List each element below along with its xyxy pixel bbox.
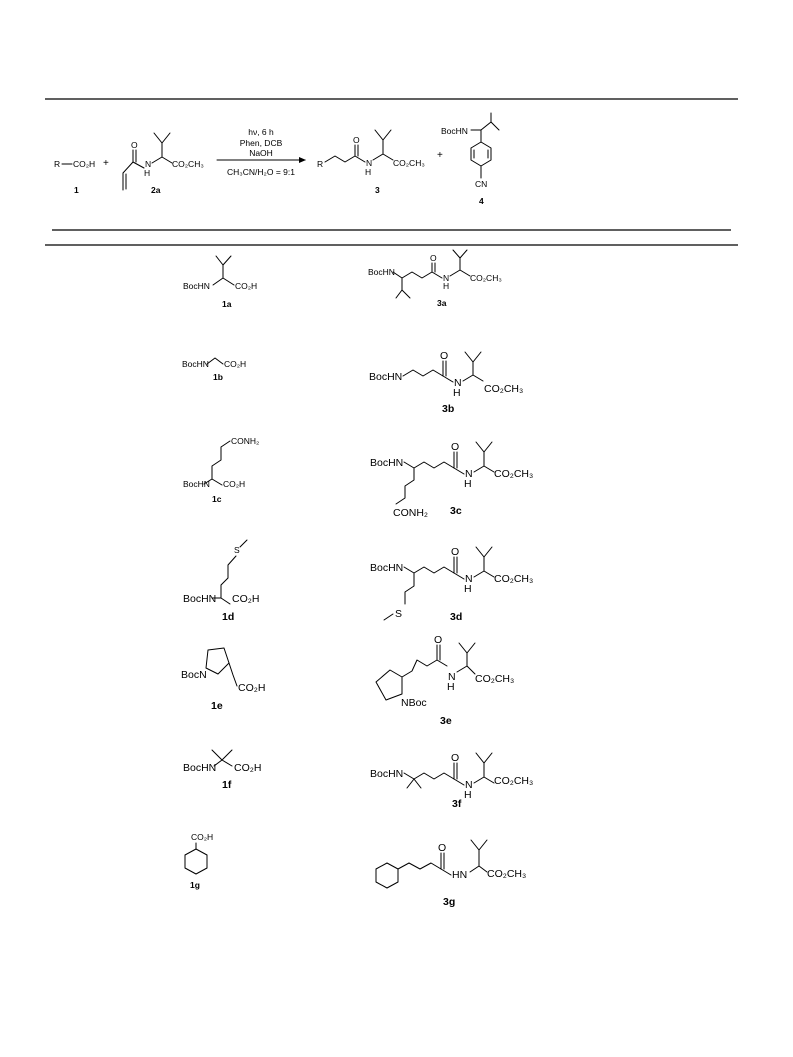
svg-text:O: O — [451, 752, 460, 764]
product-3e — [376, 634, 514, 727]
substrate-1a — [183, 256, 257, 309]
svg-text:BocHN: BocHN — [183, 281, 210, 291]
substrate-1c — [183, 436, 259, 504]
svg-text:CO₂H: CO₂H — [73, 159, 96, 169]
svg-text:CO₂H: CO₂H — [223, 479, 246, 489]
svg-text:N: N — [145, 159, 152, 169]
svg-text:H: H — [365, 167, 372, 177]
svg-text:BocHN: BocHN — [441, 126, 468, 136]
svg-text:CO₂CH₃: CO₂CH₃ — [470, 273, 502, 283]
svg-text:N: N — [465, 779, 473, 791]
svg-text:1e: 1e — [211, 700, 223, 712]
svg-text:1f: 1f — [222, 779, 232, 791]
svg-text:H: H — [443, 281, 450, 291]
svg-text:1d: 1d — [222, 611, 235, 623]
svg-text:3g: 3g — [443, 896, 456, 908]
product-3g — [376, 840, 526, 908]
scheme-reactant-1 — [54, 159, 95, 195]
compound-number-4: 4 — [479, 196, 484, 206]
svg-text:3e: 3e — [440, 715, 452, 727]
svg-text:N: N — [448, 671, 456, 683]
svg-text:CO₂CH₃: CO₂CH₃ — [475, 673, 515, 685]
svg-text:CO₂CH₃: CO₂CH₃ — [487, 868, 527, 880]
svg-text:O: O — [440, 350, 449, 362]
svg-text:BocHN: BocHN — [183, 479, 210, 489]
svg-text:CO₂CH₃: CO₂CH₃ — [393, 158, 425, 168]
svg-text:NBoc: NBoc — [401, 697, 427, 709]
svg-text:BocHN: BocHN — [182, 359, 209, 369]
svg-text:S: S — [395, 608, 403, 620]
compound-number-1: 1 — [74, 185, 79, 195]
svg-text:CONH₂: CONH₂ — [393, 507, 428, 519]
svg-text:1c: 1c — [212, 494, 222, 504]
svg-text:3b: 3b — [442, 403, 455, 415]
product-3d — [370, 546, 533, 623]
svg-text:3f: 3f — [452, 798, 462, 810]
substrate-1d — [183, 540, 259, 623]
svg-text:1a: 1a — [222, 299, 232, 309]
svg-text:BocHN: BocHN — [368, 267, 395, 277]
svg-text:CO₂H: CO₂H — [232, 593, 260, 605]
compound-number-3: 3 — [375, 185, 380, 195]
scheme-product-4 — [441, 113, 499, 206]
substrate-1b — [182, 358, 246, 382]
svg-text:O: O — [434, 634, 443, 646]
svg-text:3a: 3a — [437, 298, 447, 308]
svg-text:HN: HN — [452, 869, 468, 881]
compound-number-2a: 2a — [151, 185, 161, 195]
plus-sign-1: + — [103, 158, 109, 169]
svg-text:BocHN: BocHN — [370, 768, 404, 780]
svg-text:3c: 3c — [450, 505, 462, 517]
scheme-reactant-2a — [123, 133, 204, 195]
svg-text:CO₂CH₃: CO₂CH₃ — [172, 159, 204, 169]
svg-text:BocHN: BocHN — [370, 457, 404, 469]
svg-text:H: H — [464, 583, 472, 595]
svg-text:CO₂CH₃: CO₂CH₃ — [484, 383, 524, 395]
product-3f — [370, 752, 533, 810]
product-3c — [370, 441, 533, 519]
svg-text:1g: 1g — [190, 880, 200, 890]
svg-text:Phen, DCB: Phen, DCB — [239, 138, 283, 148]
svg-text:O: O — [438, 842, 447, 854]
scheme-arrow — [217, 127, 306, 177]
svg-text:CONH₂: CONH₂ — [231, 436, 260, 446]
svg-text:S: S — [234, 545, 240, 555]
substrate-1f — [183, 750, 261, 791]
svg-text:CO₂CH₃: CO₂CH₃ — [494, 775, 534, 787]
svg-text:O: O — [131, 140, 138, 150]
scheme-product-3 — [317, 130, 425, 195]
svg-text:CN: CN — [475, 179, 488, 189]
svg-text:CO₂CH₃: CO₂CH₃ — [494, 468, 534, 480]
substrate-1e — [181, 648, 265, 712]
svg-text:CO₂H: CO₂H — [238, 682, 266, 694]
svg-text:O: O — [430, 253, 437, 263]
svg-text:NaOH: NaOH — [249, 148, 273, 158]
svg-text:N: N — [443, 273, 450, 283]
svg-text:N: N — [465, 468, 473, 480]
svg-text:O: O — [451, 441, 460, 453]
svg-text:BocHN: BocHN — [369, 371, 403, 383]
svg-text:O: O — [353, 135, 360, 145]
svg-text:N: N — [465, 573, 473, 585]
plus-sign-2: + — [437, 150, 443, 161]
svg-text:BocHN: BocHN — [183, 762, 217, 774]
svg-text:H: H — [464, 478, 472, 490]
svg-text:H: H — [144, 168, 151, 178]
product-3b — [369, 350, 523, 415]
svg-text:BocN: BocN — [181, 669, 207, 681]
svg-text:H: H — [447, 681, 455, 693]
svg-text:N: N — [454, 377, 462, 389]
svg-text:H: H — [464, 789, 472, 801]
svg-text:CO₂H: CO₂H — [224, 359, 247, 369]
svg-text:BocHN: BocHN — [183, 593, 217, 605]
svg-text:CO₂H: CO₂H — [234, 762, 262, 774]
svg-text:CO₂H: CO₂H — [235, 281, 258, 291]
svg-text:CH₃CN/H₂O = 9:1: CH₃CN/H₂O = 9:1 — [227, 167, 295, 177]
svg-text:H: H — [453, 387, 461, 399]
svg-text:CO₂H: CO₂H — [191, 832, 214, 842]
svg-text:CO₂CH₃: CO₂CH₃ — [494, 573, 534, 585]
svg-text:1b: 1b — [213, 372, 223, 382]
svg-text:BocHN: BocHN — [370, 562, 404, 574]
substrate-1g — [185, 832, 213, 890]
svg-text:R: R — [54, 159, 61, 169]
product-3a — [368, 250, 502, 308]
svg-text:R: R — [317, 159, 324, 169]
svg-text:O: O — [451, 546, 460, 558]
svg-text:N: N — [366, 158, 373, 168]
svg-text:hν, 6 h: hν, 6 h — [248, 127, 274, 137]
svg-text:3d: 3d — [450, 611, 463, 623]
